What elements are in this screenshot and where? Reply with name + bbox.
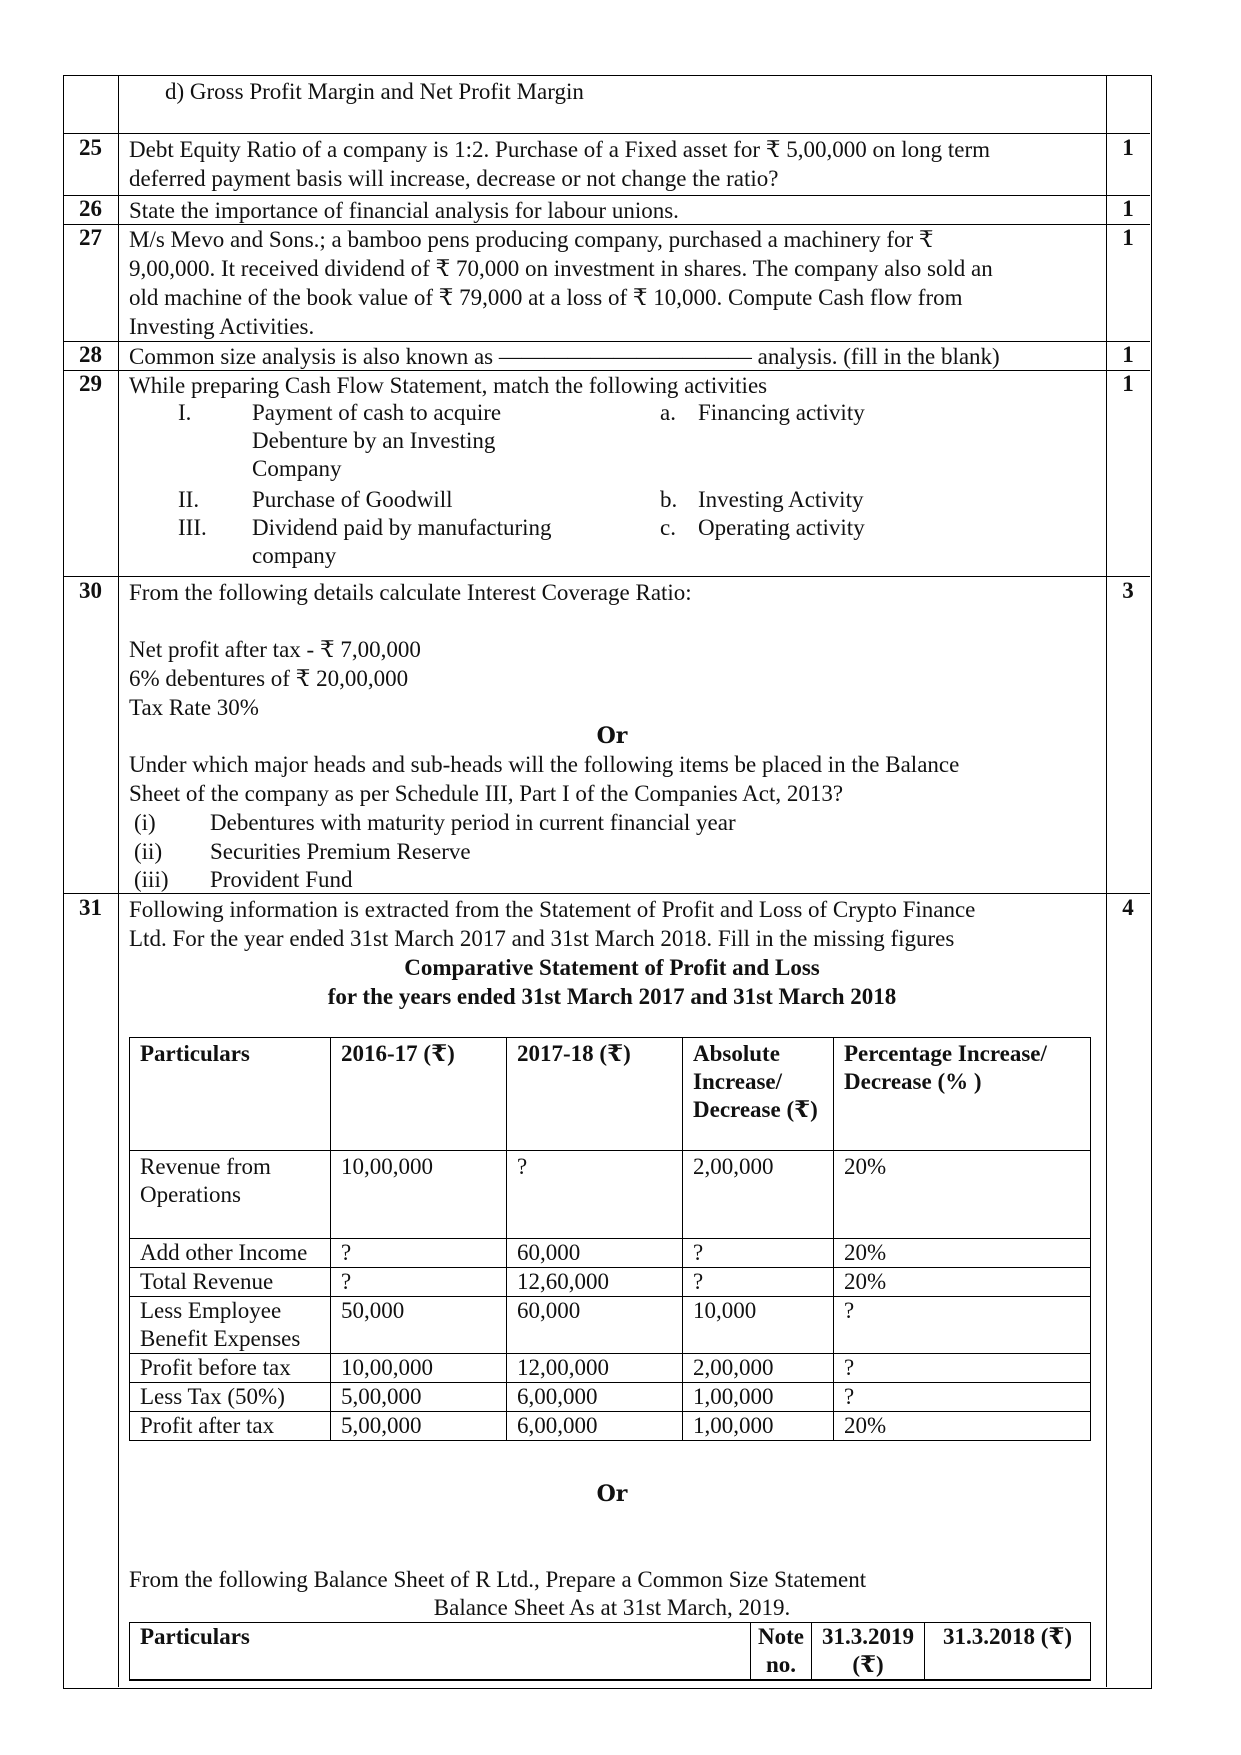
q31-alternative-text: From the following Balance Sheet of R Ltd., Prepare a Common Size Statement (129, 1567, 867, 1592)
table-row (130, 1297, 1091, 1354)
question-marks: 3 (1122, 578, 1134, 603)
table-cell: 20% (834, 1151, 1091, 1239)
header-cell: 31.3.2019 (₹) (812, 1623, 925, 1681)
q30-item-num: (i) (134, 810, 156, 835)
text-line: Company (252, 456, 342, 481)
text-line: Dividend paid by manufacturing (252, 515, 552, 540)
q30-alternative-text (129, 750, 959, 808)
q30-item: Securities Premium Reserve (210, 839, 471, 864)
text-line: State the importance of financial analysis for labour unions. (129, 198, 679, 223)
table-cell: 60,000 (507, 1239, 683, 1268)
match-left-num: III. (178, 515, 207, 540)
text-line: Under which major heads and sub-heads will the following items be placed in the Balance (129, 752, 960, 777)
text-line: deferred payment basis will increase, decrease or not change the ratio? (129, 166, 779, 191)
match-right-item: Investing Activity (698, 487, 864, 512)
table-row (130, 1239, 1091, 1268)
table-cell: Profit before tax (130, 1354, 331, 1383)
match-right-num: a. (660, 400, 676, 425)
match-left-num: I. (178, 400, 192, 425)
table-cell: 2,00,000 (683, 1151, 834, 1239)
table-row (130, 1354, 1091, 1383)
table-row (130, 1412, 1091, 1441)
text-line: Investing Activities. (129, 314, 315, 339)
table-cell: 50,000 (331, 1297, 507, 1354)
table-cell: ? (834, 1383, 1091, 1412)
match-right-num: b. (660, 487, 678, 512)
table-cell: ? (683, 1268, 834, 1297)
question-29-text (129, 371, 767, 400)
balance-sheet-table (129, 1622, 1091, 1681)
table-cell: 5,00,000 (331, 1412, 507, 1441)
text-line: Tax Rate 30% (129, 695, 259, 720)
question-marks: 1 (1122, 371, 1134, 396)
text-line: Purchase of Goodwill (252, 487, 453, 512)
table-cell: Profit after tax (130, 1412, 331, 1441)
table-cell: 12,00,000 (507, 1354, 683, 1383)
question-28-text (129, 342, 1000, 371)
marks-column-divider (1106, 75, 1107, 1687)
q30-item-num: (ii) (134, 839, 163, 864)
q30-item: Debentures with maturity period in current financial year (210, 810, 736, 835)
table-cell: ? (331, 1268, 507, 1297)
table-row (130, 1268, 1091, 1297)
text-line: company (252, 543, 337, 568)
question-25-text (129, 135, 990, 193)
balance-sheet-title: Balance Sheet As at 31st March, 2019. (433, 1595, 791, 1620)
header-cell: 2016-17 (₹) (331, 1038, 507, 1151)
comparative-statement-table (129, 1037, 1091, 1441)
table-cell: Revenue from Operations (130, 1151, 331, 1239)
q30-item-num: (iii) (134, 867, 169, 892)
question-27-text (129, 225, 993, 341)
match-right-num: c. (660, 515, 676, 540)
table-row (130, 1383, 1091, 1412)
table-cell: 10,000 (683, 1297, 834, 1354)
header-cell: Note no. (751, 1623, 812, 1681)
table-cell: Less Tax (50%) (130, 1383, 331, 1412)
table-cell: 6,00,000 (507, 1383, 683, 1412)
match-right-item: Financing activity (698, 400, 865, 425)
header-cell: Percentage Increase/ Decrease (% ) (834, 1038, 1091, 1151)
text-line: Debt Equity Ratio of a company is 1:2. Purchase of a Fixed asset for ₹ 5,00,000 on long term (129, 137, 991, 162)
text-line: 6% debentures of ₹ 20,00,000 (129, 666, 409, 691)
table-cell: 10,00,000 (331, 1354, 507, 1383)
question-number: 27 (79, 225, 102, 250)
q30-details (129, 635, 421, 722)
header-cell: Particulars (130, 1623, 751, 1681)
table-cell: ? (834, 1297, 1091, 1354)
question-marks: 1 (1122, 225, 1134, 250)
text-line: 9,00,000. It received dividend of ₹ 70,000 on investment in shares. The company also sold an (129, 256, 993, 281)
table-cell: 5,00,000 (331, 1383, 507, 1412)
text-line: Following information is extracted from the Statement of Profit and Loss of Crypto Finance (129, 897, 976, 922)
question-30-text (129, 578, 692, 607)
table-cell: 20% (834, 1239, 1091, 1268)
question-marks: 1 (1122, 196, 1134, 221)
statement-title: Comparative Statement of Profit and Loss (404, 955, 820, 980)
question-number: 30 (79, 578, 102, 603)
table-header-row (130, 1038, 1091, 1151)
match-left-num: II. (178, 487, 200, 512)
header-cell: 2017-18 (₹) (507, 1038, 683, 1151)
table-cell: 6,00,000 (507, 1412, 683, 1441)
text-line: Ltd. For the year ended 31st March 2017 and 31st March 2018. Fill in the missing figures (129, 926, 955, 951)
table-cell: 2,00,000 (683, 1354, 834, 1383)
question-31-text (129, 895, 975, 953)
table-cell: 1,00,000 (683, 1383, 834, 1412)
question-number: 29 (79, 371, 102, 396)
row-divider (63, 576, 1150, 577)
text-line: Payment of cash to acquire (252, 400, 502, 425)
question-marks: 4 (1122, 895, 1134, 920)
question-26-text (129, 196, 679, 225)
q30-item: Provident Fund (210, 867, 353, 892)
text-line: From the following details calculate Interest Coverage Ratio: (129, 580, 692, 605)
top-item-d: d) Gross Profit Margin and Net Profit Margin (165, 79, 584, 104)
or-separator: Or (596, 723, 628, 749)
question-number: 25 (79, 135, 102, 160)
match-left-item (252, 399, 501, 483)
text-line: Sheet of the company as per Schedule III, Part I of the Companies Act, 2013? (129, 781, 844, 806)
question-number: 31 (79, 895, 102, 920)
text-line: Common size analysis is also known as ——————————— analysis. (fill in the blank) (129, 344, 1000, 369)
question-marks: 1 (1122, 135, 1134, 160)
header-cell: Particulars (130, 1038, 331, 1151)
question-marks: 1 (1122, 342, 1134, 367)
table-row (130, 1151, 1091, 1239)
table-cell: 10,00,000 (331, 1151, 507, 1239)
text-line: Net profit after tax - ₹ 7,00,000 (129, 637, 421, 662)
table-cell: 20% (834, 1412, 1091, 1441)
table-cell: Total Revenue (130, 1268, 331, 1297)
table-header-row (130, 1623, 1091, 1681)
match-left-item (252, 486, 453, 514)
table-cell: ? (331, 1239, 507, 1268)
qno-column-divider (118, 75, 119, 1687)
table-cell: Add other Income (130, 1239, 331, 1268)
table-cell: ? (834, 1354, 1091, 1383)
header-cell: Absolute Increase/ Decrease (₹) (683, 1038, 834, 1151)
match-left-item (252, 514, 552, 570)
table-cell: Less Employee Benefit Expenses (130, 1297, 331, 1354)
text-line: old machine of the book value of ₹ 79,000 at a loss of ₹ 10,000. Compute Cash flow from (129, 285, 963, 310)
table-cell: ? (507, 1151, 683, 1239)
table-cell: 12,60,000 (507, 1268, 683, 1297)
or-separator: Or (596, 1481, 628, 1507)
statement-subtitle: for the years ended 31st March 2017 and 31st March 2018 (327, 984, 897, 1009)
table-cell: 60,000 (507, 1297, 683, 1354)
question-number: 26 (79, 196, 102, 221)
header-cell: 31.3.2018 (₹) (925, 1623, 1091, 1681)
table-cell: ? (683, 1239, 834, 1268)
table-cell: 20% (834, 1268, 1091, 1297)
table-cell: 1,00,000 (683, 1412, 834, 1441)
text-line: M/s Mevo and Sons.; a bamboo pens producing company, purchased a machinery for ₹ (129, 227, 934, 252)
text-line: Debenture by an Investing (252, 428, 496, 453)
text-line: While preparing Cash Flow Statement, match the following activities (129, 373, 768, 398)
row-divider (63, 133, 1150, 134)
question-number: 28 (79, 342, 102, 367)
match-right-item: Operating activity (698, 515, 865, 540)
